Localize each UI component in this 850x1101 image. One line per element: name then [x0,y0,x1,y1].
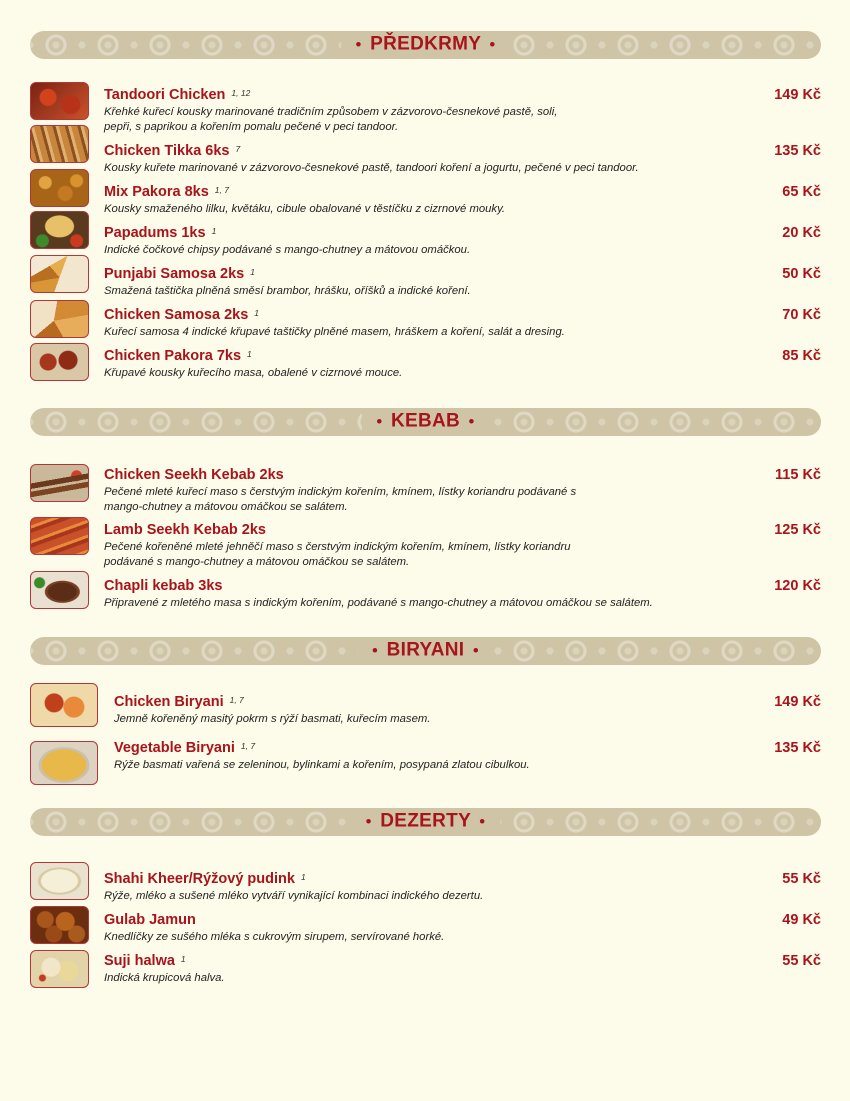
item-price: 65 Kč [782,184,821,200]
item-price: 149 Kč [774,87,821,103]
section-title: KEBAB [390,410,461,432]
item-price: 70 Kč [782,307,821,323]
chicken-biryani-photo [30,683,98,727]
allergen-codes: 1, 7 [240,741,256,751]
item-name: Chapli kebab 3ks [104,578,223,594]
item-name: Chicken Seekh Kebab 2ks [104,467,284,483]
item-description: Pečené kořeněné mleté jehněčí maso s čerstvým indickým kořením, kmínem, lístky koriandru podávané s mango-chutney a mátovou omáčkou se salátem. [104,541,571,568]
item-price: 125 Kč [774,522,821,538]
item-name: Tandoori Chicken [104,87,226,103]
item-description: Křupavé kousky kuřecího masa, obalené v cizrnové mouce. [104,367,403,379]
allergen-codes: 1 [250,267,255,277]
chicken-seekh-kebab-photo [30,464,89,502]
allergen-codes: 1, 7 [229,695,244,705]
section-banner-kebab: • KEBAB • [30,408,821,436]
item-name: Suji halwa [104,953,175,969]
item-price: 115 Kč [775,467,821,483]
item-name: Chicken Biryani [114,694,224,710]
item-description: Rýže basmati vařená se zeleninou, bylinkami a kořením, posypaná zlatou cibulkou. [114,759,530,771]
item-price: 55 Kč [782,871,821,887]
item-description: Kousky kuřete marinované v zázvorovo-česnekové pastě, tandoori koření a jogurtu, pečené v peci tandoor. [104,162,639,174]
item-price: 149 Kč [774,694,821,710]
punjabi-samosa-photo [30,255,89,293]
allergen-codes: 1 [211,226,217,236]
allergen-codes: 1 [180,954,186,964]
item-description: Indické čočkové chipsy podávané s mango-chutney a mátovou omáčkou. [104,244,471,256]
section-banner-dezerty: • DEZERTY • [30,808,821,836]
item-description: Jemně kořeněný masitý pokrm s rýží basmati, kuřecím masem. [114,713,431,725]
section-title: BIRYANI [386,639,465,661]
section-title: DEZERTY [380,810,471,832]
vegetable-biryani-photo [30,741,98,785]
allergen-codes: 1 [247,349,252,359]
allergen-codes: 1, 7 [214,185,229,195]
gulab-jamun-photo [30,906,89,944]
item-description: Knedlíčky ze sušého mléka s cukrovým sirupem, servírované horké. [104,931,445,943]
item-name: Chicken Pakora 7ks [104,348,242,364]
item-name: Chicken Tikka 6ks [104,143,230,159]
item-price: 20 Kč [782,225,821,241]
allergen-codes: 1, 12 [231,88,251,98]
suji-halwa-photo [30,950,89,988]
item-price: 120 Kč [774,578,821,594]
item-name: Papadums 1ks [104,225,206,241]
chicken-pakora-photo [30,343,89,381]
item-description: Kousky smaženého lilku, květáku, cibule obalované v těstíčku z cizrnové mouky. [104,203,506,215]
chicken-tikka-photo [30,125,89,163]
item-price: 50 Kč [782,266,821,282]
mix-pakora-photo [30,169,89,207]
item-name: Gulab Jamun [104,912,196,928]
item-price: 55 Kč [782,953,821,969]
item-description: Rýže, mléko a sušené mléko vytváří vynikající kombinaci indického dezertu. [104,890,484,902]
item-name: Chicken Samosa 2ks [104,307,249,323]
section-banner-predkrmy: • PŘEDKRMY • [30,31,821,59]
chapli-kebab-photo [30,571,89,609]
item-description: Pečené mleté kuřecí maso s čerstvým indickým kořením, kmínem, lístky koriandru podávané s mango-chutney a mátovou omáčkou se salátem. [104,486,577,513]
item-description: Připravené z mletého masa s indickým kořením, podávané s mango-chutney a mátovou omáčkou se salátem. [104,597,653,609]
item-description: Křehké kuřecí kousky marinované tradičním způsobem v zázvorovo-česnekové pastě, soli, pepři, s paprikou a kořením pomalu pečené v peci tandoor. [104,106,558,133]
allergen-codes: 1 [254,308,260,318]
item-name: Shahi Kheer/Rýžový pudink [104,871,295,887]
item-description: Smažená taštička plněná směsí brambor, hrášku, oříšků a indické koření. [104,285,471,297]
item-price: 85 Kč [782,348,821,364]
item-price: 135 Kč [774,740,821,756]
item-description: Indická krupicová halva. [104,972,225,984]
item-name: Vegetable Biryani [114,740,235,756]
papadums-photo [30,211,89,249]
section-banner-biryani: • BIRYANI • [30,637,821,665]
item-name: Punjabi Samosa 2ks [104,266,245,282]
item-description: Kuřecí samosa 4 indické křupavé taštičky plněné masem, hráškem a koření, salát a dresing. [104,326,565,338]
item-name: Mix Pakora 8ks [104,184,209,200]
allergen-codes: 7 [235,144,241,154]
tandoori-chicken-photo [30,82,89,120]
chicken-samosa-photo [30,300,89,338]
item-price: 49 Kč [782,912,821,928]
lamb-seekh-kebab-photo [30,517,89,555]
section-title: PŘEDKRMY [370,33,481,55]
shahi-kheer-photo [30,862,89,900]
item-price: 135 Kč [774,143,821,159]
allergen-codes: 1 [300,872,306,882]
item-name: Lamb Seekh Kebab 2ks [104,522,266,538]
